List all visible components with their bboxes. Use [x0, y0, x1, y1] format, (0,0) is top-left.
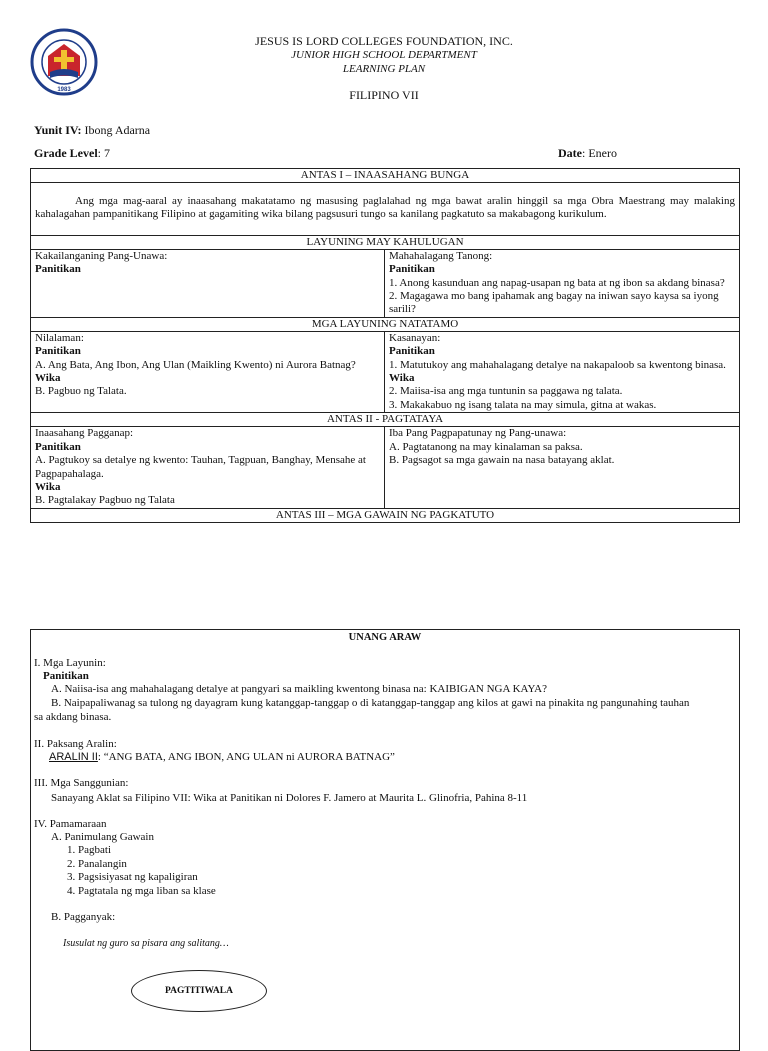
layunin-item-cont: sa akdang binasa.: [34, 711, 112, 723]
nilalaman-label: Nilalaman:: [35, 331, 84, 344]
patunay-item: B. Pagsagot sa mga gawain na nasa batayang aklat.: [389, 454, 615, 467]
unit-line: [34, 123, 150, 138]
kasanayan-item: 3. Makakabuo ng isang talata na may simula, gitna at wakas.: [389, 398, 657, 411]
layunin-item: B. Naipapaliwanag sa tulong ng dayagram kung katanggap-tanggap o di katanggap-tanggap ang kilos at gawi na pinakita ng pangunahing tauhan: [51, 697, 690, 709]
section-layunin-sub: Panitikan: [43, 670, 89, 682]
natatamo-row: [31, 331, 739, 412]
pagganap-sub: Panitikan: [35, 440, 81, 453]
subject-title: FILIPINO VII: [349, 88, 419, 102]
nilalaman-item: A. Ang Bata, Ang Ibon, Ang Ulan (Maikling Kwento) ni Aurora Batnag?: [35, 358, 356, 371]
layunin-row: [31, 249, 739, 317]
pagganap-label: Inaasahang Pagganap:: [35, 427, 134, 440]
pagganap-cell: [31, 427, 385, 507]
antas3-heading: ANTAS III – MGA GAWAIN NG PAGKATUTO: [31, 508, 739, 522]
tanong-label: Mahahalagang Tanong:: [389, 249, 493, 262]
kasanayan-item: 1. Matutukoy ang mahahalagang detalye na nakapaloob sa kwentong binasa.: [389, 358, 726, 371]
department-name: JUNIOR HIGH SCHOOL DEPARTMENT: [291, 49, 477, 61]
paksa-title: : “ANG BATA, ANG IBON, ANG ULAN ni AURORA BATNAG”: [97, 751, 395, 763]
kasanayan-label: Kasanayan:: [389, 331, 441, 344]
section-paksa: II. Paksang Aralin:: [34, 738, 117, 750]
learning-plan-table: [30, 168, 740, 523]
paksa-line: [49, 751, 395, 764]
unit-value: Ibong Adarna: [84, 123, 151, 137]
pamamaraan-step: 2. Panalangin: [67, 858, 127, 870]
patunay-item: A. Pagtatanong na may kinalaman sa paksa.: [389, 440, 583, 453]
section-layunin: I. Mga Layunin:: [34, 657, 106, 669]
pagganap-item: A. Pagtukoy sa detalye ng kwento: Tauhan, Tagpuan, Banghay, Mensahe at Pagpapahalaga.: [35, 454, 366, 480]
nilalaman-cell: [31, 332, 385, 412]
pamamaraan-step: 4. Pagtatala ng mga liban sa klase: [67, 885, 216, 897]
document-type: LEARNING PLAN: [342, 63, 426, 75]
pagganap-item: B. Pagtalakay Pagbuo ng Talata: [35, 494, 175, 507]
pamamaraan-step: 1. Pagbati: [67, 844, 111, 856]
keyword-oval: PAGTITIWALA: [131, 970, 267, 1012]
grade-label: Grade Level: [34, 146, 98, 160]
instruction-text: Isusulat ng guro sa pisara ang salitang…: [63, 938, 229, 949]
antas1-paragraph: Ang mga mag-aaral ay inaasahang makatatamo ng masusing paglalahad ng mga bawat aralin hinggil sa mga Obra Maestrang may malaking kahalagahan pampanitikang Filipino at gagamiting wika bilang pagsusuri tungo sa kanilang pagkatuto sa makabagong kurikulum.: [31, 182, 739, 235]
antas1-heading: ANTAS I – INAASAHANG BUNGA: [300, 169, 470, 181]
date-line: [558, 146, 617, 161]
pang-unawa-label: Kakailanganing Pang-Unawa:: [35, 249, 168, 262]
section-sanggunian: III. Mga Sanggunian:: [34, 777, 129, 789]
pamamaraan-b: B. Pagganyak:: [51, 911, 116, 923]
patunay-label: Iba Pang Pagpapatunay ng Pang-unawa:: [389, 427, 567, 440]
pagtataya-row: [31, 426, 739, 507]
date-value: : Enero: [582, 146, 617, 160]
pagganap-sub: Wika: [35, 480, 61, 493]
nilalaman-sub: Wika: [35, 372, 61, 385]
tanong-sub: Panitikan: [389, 263, 435, 276]
sanggunian-text: Sanayang Aklat sa Filipino VII: Wika at Panitikan ni Dolores F. Jamero at Maurita L. Glinofria, Pahina 8-11: [51, 792, 528, 804]
pang-unawa-sub: Panitikan: [35, 263, 81, 276]
grade-value: : 7: [97, 146, 110, 160]
layunin-heading: LAYUNING MAY KAHULUGAN: [31, 235, 739, 249]
pamamaraan-a: A. Panimulang Gawain: [51, 831, 154, 843]
kasanayan-item: 2. Maiisa-isa ang mga tuntunin sa paggawa ng talata.: [389, 385, 623, 398]
natatamo-heading: MGA LAYUNING NATATAMO: [31, 317, 739, 331]
pang-unawa-cell: [31, 250, 385, 317]
grade-line: [34, 146, 110, 161]
date-label: Date: [558, 146, 582, 160]
nilalaman-sub: Panitikan: [35, 345, 81, 358]
layunin-item: A. Naiisa-isa ang mahahalagang detalye at pangyari sa maikling kwentong binasa na: KAIBIGAN NGA KAYA?: [51, 683, 547, 695]
unit-label: Yunit IV:: [34, 123, 82, 137]
tanong-item: 1. Anong kasunduan ang napag-usapan ng bata at ng ibon sa akdang binasa?: [389, 276, 725, 289]
institution-name: JESUS IS LORD COLLEGES FOUNDATION, INC.: [255, 34, 513, 48]
logo-year: 1983: [57, 87, 71, 93]
patunay-cell: [385, 427, 739, 507]
section-pamamaraan: IV. Pamamaraan: [34, 818, 107, 830]
nilalaman-item: B. Pagbuo ng Talata.: [35, 385, 127, 398]
pamamaraan-step: 3. Pagsisiyasat ng kapaligiran: [67, 871, 198, 883]
tanong-cell: [385, 250, 739, 317]
kasanayan-sub: Panitikan: [389, 345, 435, 358]
tanong-item: 2. Magagawa mo bang ipahamak ang bagay na iniwan sayo kaysa sa iyong sarili?: [389, 290, 719, 316]
aralin-label: ARALIN II: [49, 751, 98, 763]
kasanayan-sub: Wika: [389, 372, 415, 385]
kasanayan-cell: [385, 332, 739, 412]
antas2-heading: ANTAS II - PAGTATAYA: [31, 412, 739, 426]
unang-araw-title: UNANG ARAW: [348, 632, 422, 643]
unang-araw-box: [30, 629, 740, 1051]
